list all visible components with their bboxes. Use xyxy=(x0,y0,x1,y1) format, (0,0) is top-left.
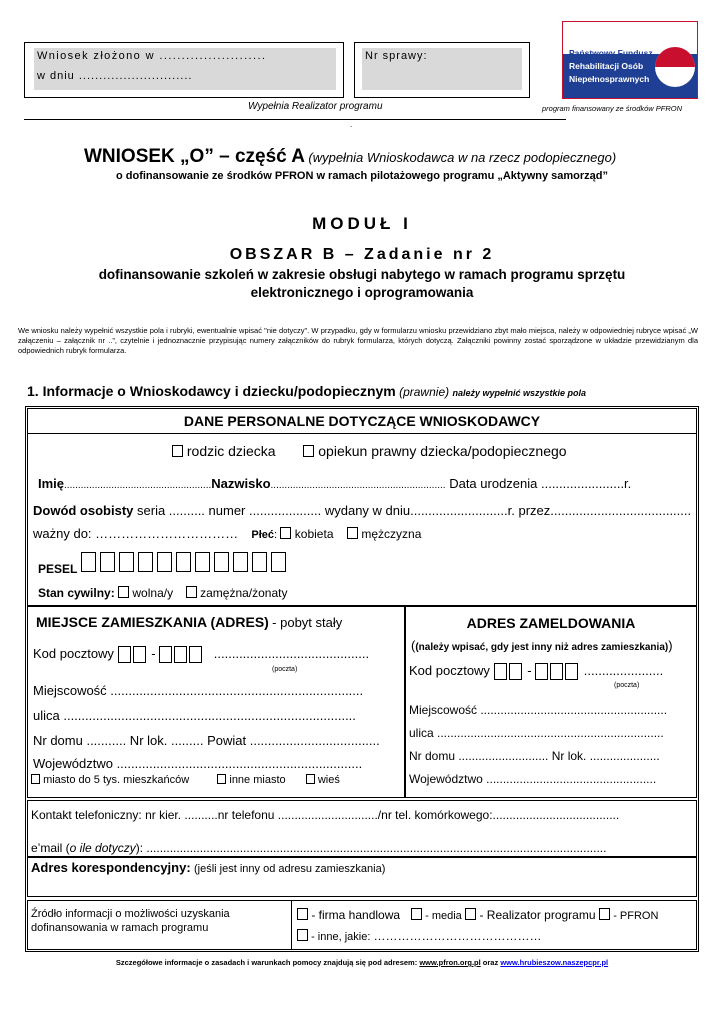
financing-note: program finansowany ze środków PFRON xyxy=(542,104,683,113)
email-label-a: e’mail ( xyxy=(31,841,70,855)
section1-paren: (prawnie) xyxy=(399,385,450,399)
registered-town-field[interactable]: Miejscowość ........................................................ xyxy=(409,703,668,717)
header-dot: . xyxy=(350,120,353,129)
parent-checkbox[interactable] xyxy=(172,445,183,457)
section1-title: 1. Informacje o Wnioskodawcy i dziecku/podopiecznym xyxy=(27,383,396,399)
source-label-line1: Źródło informacji o możliwości uzyskania xyxy=(31,908,230,920)
postal-digit[interactable] xyxy=(118,646,131,663)
residence-house-row[interactable]: Nr domu ........... Nr lok. ......... Powiat .................................... xyxy=(33,733,380,748)
id-row xyxy=(33,503,691,518)
name-row xyxy=(38,476,631,491)
sex-label: Płeć xyxy=(251,529,275,541)
small-town-label: miasto do 5 tys. mieszkańców xyxy=(43,774,190,786)
module-title: MODUŁ I xyxy=(312,214,412,233)
section1-note: należy wypełnić wszystkie pola xyxy=(452,388,587,398)
form-title-sub: (wypełnia Wnioskodawca w na rzecz podopiecznego) xyxy=(308,150,617,165)
last-name-field[interactable]: ............................................................... xyxy=(270,480,446,491)
source-other-label: - inne, jakie: xyxy=(311,931,371,943)
marital-status-label: Stan cywilny xyxy=(38,586,111,600)
footer-link-pcpr[interactable]: www.hrubieszow.naszepcpr.pl xyxy=(500,958,609,967)
id-card-label: Dowód osobisty xyxy=(33,503,134,518)
small-town-checkbox[interactable] xyxy=(31,774,40,784)
registered-address-note-text: (należy wpisać, gdy jest inny niż adres zamieszkania) xyxy=(415,642,669,653)
source-media-checkbox[interactable] xyxy=(411,908,422,920)
pesel-digit[interactable] xyxy=(138,552,153,572)
correspondence-row[interactable] xyxy=(31,860,385,875)
registered-address-note: ((należy wpisać, gdy jest inny niż adres zamieszkania)) xyxy=(411,638,673,653)
correspondence-note: (jeśli jest inny od adresu zamieszkania) xyxy=(194,863,386,875)
footer-link-pfron[interactable]: www.pfron.org.pl xyxy=(419,958,481,967)
guardian-checkbox[interactable] xyxy=(303,445,314,457)
postal-digit[interactable] xyxy=(159,646,172,663)
pesel-row xyxy=(38,552,290,576)
postal-digit[interactable] xyxy=(550,663,563,680)
application-received-label: Wniosek złożono w ........................ xyxy=(37,50,267,62)
guardian-label: opiekun prawny dziecka/podopiecznego xyxy=(318,443,567,459)
residence-post-office-field[interactable]: ........................................... xyxy=(213,646,370,661)
male-checkbox[interactable] xyxy=(347,527,358,539)
area-title: OBSZAR B – Zadanie nr 2 xyxy=(229,246,495,263)
pfron-logo-circle-red xyxy=(655,47,695,67)
pfron-logo-circle-icon xyxy=(655,47,695,87)
residence-title-main: MIEJSCE ZAMIESZKANIA (ADRES) xyxy=(36,614,269,630)
first-name-label: Imię xyxy=(38,476,65,491)
pesel-digit[interactable] xyxy=(252,552,267,572)
source-divider xyxy=(291,900,292,950)
area-desc-line2: elektronicznego i oprogramowania xyxy=(250,285,474,300)
female-checkbox[interactable] xyxy=(280,527,291,539)
marital-status-row: Stan cywilny: wolna/y zamężna/żonaty xyxy=(38,586,288,600)
married-label: zamężna/żonaty xyxy=(200,586,288,600)
postal-digit[interactable] xyxy=(535,663,548,680)
source-media-label: - media xyxy=(425,910,462,922)
village-label: wieś xyxy=(317,774,340,786)
area-desc-line1: dofinansowanie szkoleń w zakresie obsługi nabytego w ramach programu sprzętu xyxy=(98,267,626,282)
section1-heading xyxy=(27,383,586,399)
female-label: kobieta xyxy=(294,527,334,541)
email-row[interactable] xyxy=(31,841,606,855)
instructions-text: We wniosku należy wypełnić wszystkie pola i rubryki, ewentualnie wpisać "nie dotyczy". W przypadku, gdy w formularzu wniosku przewidziano zbyt mało miejsca, należy w odpowiedniej rubryce wpisać „W załączeniu – załącznik nr ..”, czytelnie i jednoznacznie przypisując numery załączników do rubryk formularza, których dotyczą. Załączniki powinny zostać sporządzone w układzie przewidzianym dla odpowiednich rubryk formularza. xyxy=(18,326,698,355)
source-company-checkbox[interactable] xyxy=(297,908,308,920)
source-realizator-checkbox[interactable] xyxy=(465,908,476,920)
registered-post-office-field[interactable]: ...................... xyxy=(583,663,664,678)
postal-dash: - xyxy=(527,663,532,678)
pesel-digit[interactable] xyxy=(176,552,191,572)
birth-date-field[interactable]: Data urodzenia .......................r. xyxy=(449,476,632,491)
phone-row[interactable]: Kontakt telefoniczny: nr kier. ..........nr telefonu ............................../nr tel. komórkowego:...................................... xyxy=(31,808,620,822)
pesel-digit[interactable] xyxy=(119,552,134,572)
source-pfron-label: - PFRON xyxy=(613,910,659,922)
footer xyxy=(0,958,724,967)
other-town-checkbox[interactable] xyxy=(217,774,226,784)
pesel-digit[interactable] xyxy=(195,552,210,572)
email-label-italic: o ile dotyczy xyxy=(69,841,136,855)
pfron-logo-line3: Niepełnosprawnych xyxy=(569,74,650,84)
registered-postal-row xyxy=(409,663,663,680)
residence-title xyxy=(36,614,342,630)
postal-digit[interactable] xyxy=(133,646,146,663)
source-options-row2 xyxy=(297,929,541,943)
married-checkbox[interactable] xyxy=(186,586,197,598)
source-pfron-checkbox[interactable] xyxy=(599,908,610,920)
registered-voivodeship-field[interactable]: Województwo ................................................... xyxy=(409,772,657,786)
postal-digit[interactable] xyxy=(174,646,187,663)
registered-address-box xyxy=(405,606,697,798)
case-number-label: Nr sprawy: xyxy=(365,50,428,62)
pesel-digit[interactable] xyxy=(157,552,172,572)
registered-street-field[interactable]: ulica .................................................................... xyxy=(409,726,664,740)
registered-postal-label: Kod pocztowy xyxy=(409,663,490,678)
source-company-label: - firma handlowa xyxy=(311,908,401,922)
source-other-field[interactable]: …………………………………… xyxy=(373,929,542,943)
personal-data-header-rule xyxy=(27,433,697,434)
residence-post-office-caption: (poczta) xyxy=(272,666,298,673)
source-realizator-label: - Realizator programu xyxy=(479,908,596,922)
filled-by-note: Wypełnia Realizator programu xyxy=(248,101,383,112)
header-rule xyxy=(24,119,566,120)
postal-digit[interactable] xyxy=(565,663,578,680)
pesel-digit[interactable] xyxy=(233,552,248,572)
postal-digit[interactable] xyxy=(189,646,202,663)
form-title xyxy=(84,146,616,168)
registered-address-title: ADRES ZAMELDOWANIA xyxy=(466,615,636,631)
residence-town-field[interactable]: Miejscowość ...................................................................... xyxy=(33,683,364,698)
pesel-digit[interactable] xyxy=(214,552,229,572)
other-town-label: inne miasto xyxy=(229,774,286,786)
pesel-digits[interactable] xyxy=(81,554,290,568)
email-field[interactable]: ): .......................................................................................................................................... xyxy=(135,841,607,855)
residence-voivodeship-field[interactable]: Województwo .................................................................... xyxy=(33,756,363,771)
village-checkbox[interactable] xyxy=(306,774,315,784)
id-card-fields[interactable]: seria .......... numer .................... wydany w dniu...........................r. przez....................................... xyxy=(137,503,692,518)
applicant-role-row xyxy=(172,443,567,459)
residence-locality-type-row xyxy=(31,774,340,786)
personal-data-header: DANE PERSONALNE DOTYCZĄCE WNIOSKODAWCY xyxy=(183,413,541,429)
pesel-digit[interactable] xyxy=(271,552,286,572)
registered-post-office-caption: (poczta) xyxy=(614,682,640,689)
footer-text: Szczegółowe informacje o zasadach i warunkach pomocy znajdują się pod adresem: xyxy=(115,958,418,967)
single-label: wolna/y xyxy=(132,586,174,600)
parent-label: rodzic dziecka xyxy=(186,443,276,459)
male-label: mężczyzna xyxy=(361,527,422,541)
residence-postal-label: Kod pocztowy xyxy=(33,646,114,661)
footer-oraz: oraz xyxy=(482,958,499,967)
validity-row: ważny do: …………………………… Płeć: kobieta mężczyzna xyxy=(33,526,422,541)
last-name-label: Nazwisko xyxy=(211,476,271,491)
residence-title-sub: - pobyt stały xyxy=(272,615,343,630)
application-date-label: w dniu ............................ xyxy=(37,70,193,82)
form-title-main: WNIOSEK „O” – część A xyxy=(84,146,306,167)
pfron-logo-line2: Rehabilitacji Osób xyxy=(569,61,644,71)
postal-dash: - xyxy=(151,646,156,661)
first-name-field[interactable]: ..................................................... xyxy=(64,480,212,491)
registered-house-row[interactable]: Nr domu ........................... Nr lok. ..................... xyxy=(409,749,660,763)
postal-digit[interactable] xyxy=(509,663,522,680)
correspondence-label: Adres korespondencyjny: xyxy=(31,860,191,875)
pesel-label: PESEL xyxy=(38,562,78,577)
source-label-line2: dofinansowania w ramach programu xyxy=(31,922,209,934)
residence-postal-row xyxy=(33,646,369,663)
pfron-logo xyxy=(562,21,698,99)
residence-street-field[interactable]: ulica ................................................................................. xyxy=(33,708,356,723)
valid-until-field[interactable]: ważny do: …………………………… xyxy=(33,526,239,541)
pesel-digit[interactable] xyxy=(81,552,96,572)
pfron-logo-line1: Państwowy Fundusz xyxy=(569,48,653,58)
form-subtitle: o dofinansowanie ze środków PFRON w ramach pilotażowego programu „Aktywny samorząd” xyxy=(115,170,609,182)
source-other-checkbox[interactable] xyxy=(297,929,308,941)
pesel-digit[interactable] xyxy=(100,552,115,572)
postal-digit[interactable] xyxy=(494,663,507,680)
source-options-row1 xyxy=(297,908,658,922)
single-checkbox[interactable] xyxy=(118,586,129,598)
